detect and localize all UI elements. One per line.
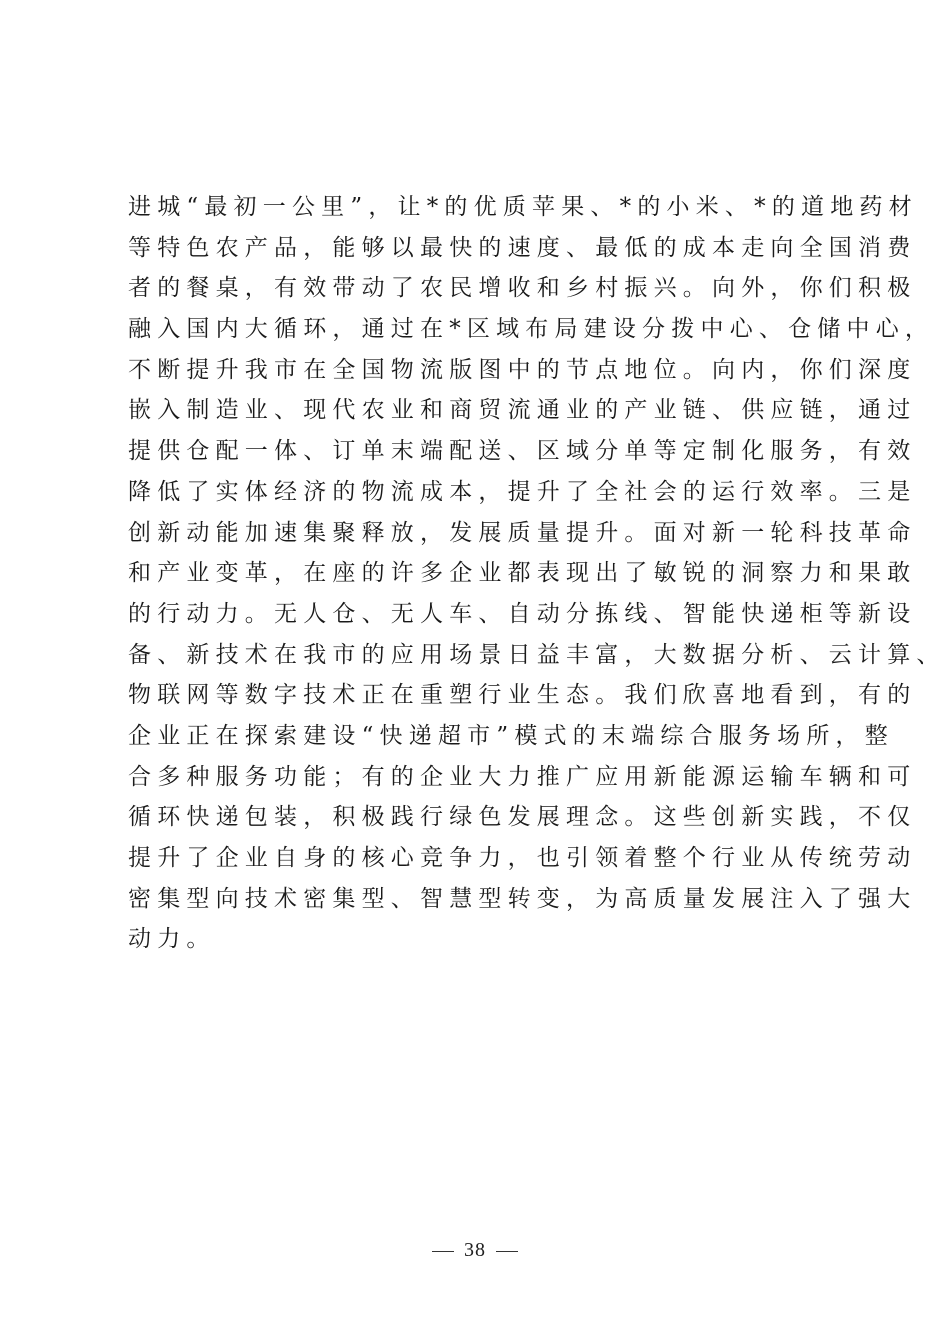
text-line: 备、新技术在我市的应用场景日益丰富，大数据分析、云计算、 bbox=[128, 641, 946, 668]
text-line: 的行动力。无人仓、无人车、自动分拣线、智能快递柜等新设 bbox=[128, 600, 917, 627]
text-line: 融入国内大循环，通过在*区域布局建设分拨中心、仓储中心， bbox=[128, 316, 935, 343]
text-line: 提升了企业自身的核心竞争力，也引领着整个行业从传统劳动 bbox=[128, 845, 917, 871]
page-number: 38 bbox=[464, 1239, 486, 1261]
text-line: 创新动能加速集聚释放，发展质量提升。面对新一轮科技革命 bbox=[128, 519, 917, 546]
dash-right bbox=[496, 1251, 518, 1252]
page-number-footer bbox=[0, 1239, 950, 1262]
text-line: 密集型向技术密集型、智慧型转变，为高质量发展注入了强大 bbox=[128, 885, 917, 912]
dash-left bbox=[432, 1251, 454, 1252]
text-line: 和产业变革，在座的许多企业都表现出了敏锐的洞察力和果敢 bbox=[128, 560, 917, 587]
text-line: 合多种服务功能；有的企业大力推广应用新能源运输车辆和可 bbox=[128, 763, 917, 790]
text-line: 嵌入制造业、现代农业和商贸流通业的产业链、供应链，通过 bbox=[128, 397, 917, 424]
text-line: 等特色农产品，能够以最快的速度、最低的成本走向全国消费 bbox=[128, 234, 917, 261]
text-line: 物联网等数字技术正在重塑行业生态。我们欣喜地看到，有的 bbox=[128, 682, 917, 709]
text-line: 提供仓配一体、订单末端配送、区域分单等定制化服务，有效 bbox=[128, 438, 917, 465]
text-line: 动力。 bbox=[128, 926, 216, 953]
text-line: 降低了实体经济的物流成本，提升了全社会的运行效率。三是 bbox=[128, 478, 917, 505]
text-line: 进城“最初一公里”，让*的优质苹果、*的小米、*的道地药材 bbox=[128, 194, 918, 220]
text-line: 者的餐桌，有效带动了农民增收和乡村振兴。向外，你们积极 bbox=[128, 275, 917, 302]
body-paragraph bbox=[128, 187, 946, 960]
text-line: 企业正在探索建设“快递超市”模式的末端综合服务场所，整 bbox=[128, 722, 894, 749]
text-line: 循环快递包装，积极践行绿色发展理念。这些创新实践，不仅 bbox=[128, 804, 917, 831]
text-line: 不断提升我市在全国物流版图中的节点地位。向内，你们深度 bbox=[128, 356, 917, 383]
